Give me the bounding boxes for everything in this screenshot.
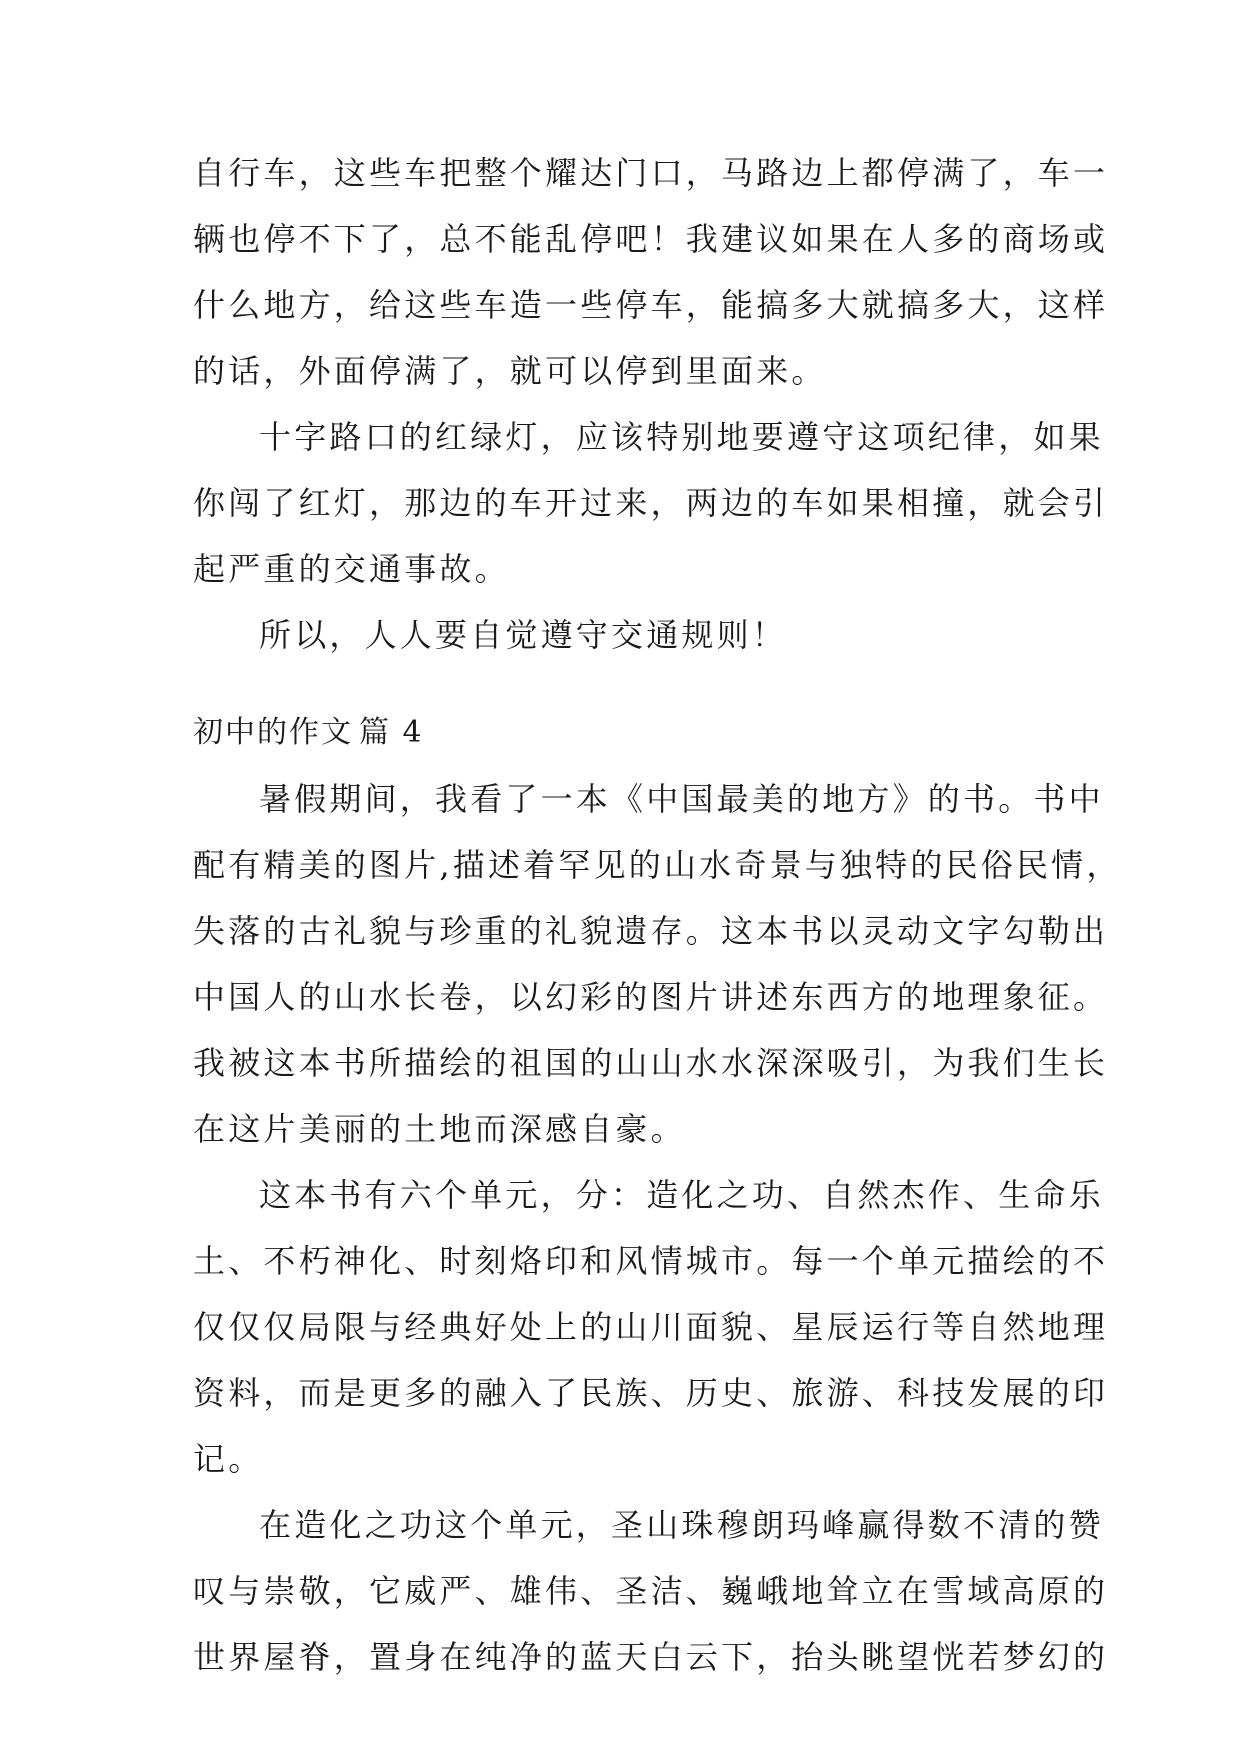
paragraph-conclusion [193, 602, 1073, 668]
text-line: 资料，而是更多的融入了民族、历史、旅游、科技发展的印 [193, 1374, 1109, 1412]
text-line: 暑假期间，我看了一本《中国最美的地方》的书。书中 [259, 780, 1104, 818]
paragraph-six-units [193, 1162, 1109, 1492]
text-line: 配有精美的图片,描述着罕见的山水奇景与独特的民俗民情， [193, 846, 1122, 884]
paragraph-parking [193, 140, 1109, 404]
text-line: 世界屋脊，置身在纯净的蓝天白云下，抬头眺望恍若梦幻的 [193, 1638, 1109, 1676]
text-line: 十字路口的红绿灯，应该特别地要遵守这项纪律，如果 [259, 418, 1104, 456]
text-line: 自行车，这些车把整个耀达门口，马路边上都停满了，车一 [193, 154, 1109, 192]
text-line: 的话，外面停满了，就可以停到里面来。 [193, 352, 827, 390]
text-line: 仅仅仅局限与经典好处上的山川面貌、星辰运行等自然地理 [193, 1308, 1109, 1346]
section-heading [193, 700, 1073, 766]
paragraph-traffic-light [193, 404, 1109, 602]
section-spacer [193, 668, 1073, 700]
text-line: 这本书有六个单元，分：造化之功、自然杰作、生命乐 [259, 1176, 1104, 1214]
text-line: 在这片美丽的土地而深感自豪。 [193, 1110, 686, 1148]
text-line: 你闯了红灯，那边的车开过来，两边的车如果相撞，就会引 [193, 484, 1109, 522]
paragraph-summer-reading [193, 766, 1122, 1162]
text-line: 什么地方，给这些车造一些停车，能搞多大就搞多大，这样 [193, 286, 1109, 324]
text-line: 土、不朽神化、时刻烙印和风情城市。每一个单元描绘的不 [193, 1242, 1109, 1280]
text-line: 辆也停不下了，总不能乱停吧！我建议如果在人多的商场或 [193, 220, 1109, 258]
heading-section-number: 篇 4 [359, 715, 424, 750]
text-line: 所以，人人要自觉遵守交通规则！ [259, 616, 788, 654]
text-line: 我被这本书所描绘的祖国的山山水水深深吸引，为我们生长 [193, 1044, 1109, 1082]
heading-title: 初中的作文 [193, 715, 353, 750]
text-line: 中国人的山水长卷，以幻彩的图片讲述东西方的地理象征。 [193, 978, 1109, 1016]
text-line: 记。 [193, 1440, 264, 1478]
text-line: 起严重的交通事故。 [193, 550, 510, 588]
text-line: 失落的古礼貌与珍重的礼貌遗存。这本书以灵动文字勾勒出 [193, 912, 1109, 950]
paragraph-everest [193, 1492, 1109, 1690]
text-line: 在造化之功这个单元，圣山珠穆朗玛峰赢得数不清的赞 [259, 1506, 1104, 1544]
document-body [193, 140, 1122, 1690]
text-line: 叹与崇敬，它威严、雄伟、圣洁、巍峨地耸立在雪域高原的 [193, 1572, 1109, 1610]
